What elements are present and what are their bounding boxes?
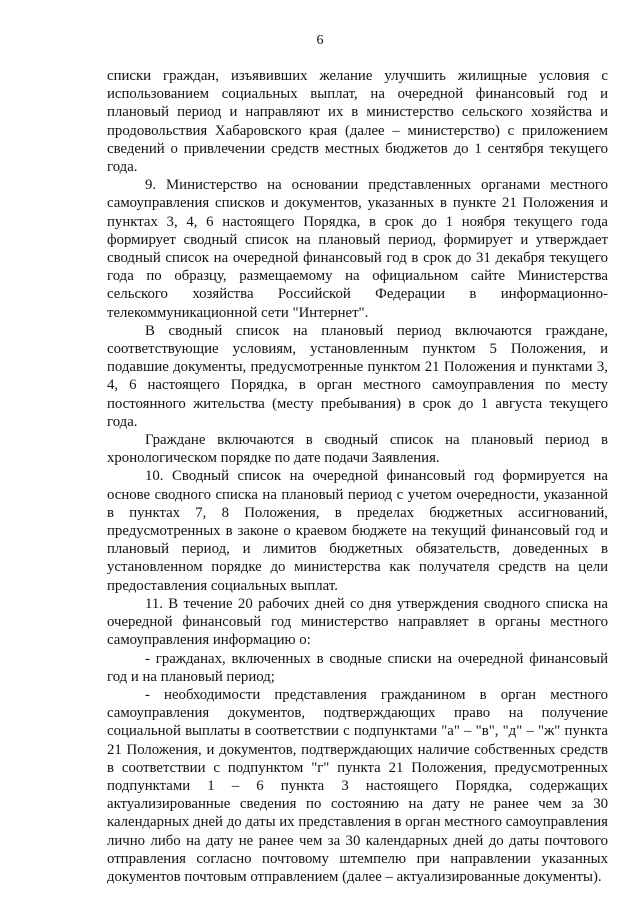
paragraph-continuation: списки граждан, изъявивших желание улучшить жилищные условия с использованием социальных выплат, на очередной финансовый год и плановый период и направляют их в министерство сельского хозяйства и продовольствия Хабаровского края (далее – министерство) с приложением сведений о привлечении средств местных бюджетов до 1 сентября текущего года. bbox=[107, 68, 608, 176]
paragraph-item-10: 10. Сводный список на очередной финансовый год формируется на основе сводного списка на плановый период с учетом очередности, указанной в пунктах 7, 8 Положения, в пределах бюджетных ассигнований, предусмотренных в законе о краевом бюджете на текущий финансовый год и плановый период, и лимитов бюджетных обязательств, доведенных в установленном порядке до министерства как получателя средств на цели предоставления социальных выплат. bbox=[107, 468, 608, 594]
paragraph-item-11: 11. В течение 20 рабочих дней со дня утверждения сводного списка на очередной финансовый год министерство направляет в органы местного самоуправления информацию о: bbox=[107, 595, 608, 649]
list-item-citizens: - гражданах, включенных в сводные списки на очередной финансовый год и на плановый период; bbox=[107, 650, 608, 685]
list-item-documents: - необходимости представления гражданином в орган местного самоуправления документов, подтверждающих право на получение социальной выплаты в соответствии с подпунктами "а" – "в", "д" – "ж" пункта 21 Положения, и документов, подтверждающих наличие собственных средств в соответствии с подпунктом "г" пункта 21 Положения, предусмотренных подпунктами 1 – 6 пункта 3 настоящего Порядка, содержащих актуализированные сведения по состоянию на дату не ранее чем за 30 календарных дней до даты их представления в орган местного самоуправления лично либо на дату не ранее чем за 30 календарных дней до даты почтового отправления согласно почтовому штемпелю при направлении указанных документов почтовым отправлением (далее – актуализированные документы). bbox=[107, 686, 608, 885]
paragraph-chronological-order: Граждане включаются в сводный список на плановый период в хронологическом порядке по дате подачи Заявления. bbox=[107, 432, 608, 467]
page-number: 6 bbox=[316, 33, 324, 48]
paragraph-item-9: 9. Министерство на основании представленных органами местного самоуправления списков и документов, указанных в пункте 21 Положения и пунктах 3, 4, 6 настоящего Порядка, в срок до 1 ноября текущего года формирует сводный список на плановый период, формирует и утверждает сводный список на очередной финансовый год в срок до 31 декабря текущего года по образцу, размещаемому на официальном сайте Министерства сельского хозяйства Российской Федерации в информационно-телекоммуникационной сети "Интернет". bbox=[107, 177, 608, 321]
paragraph-plan-list-inclusion: В сводный список на плановый период включаются граждане, соответствующие условиям, установленным пунктом 5 Положения, и подавшие документы, предусмотренные пунктом 21 Положения и пунктами 3, 4, 6 настоящего Порядка, в орган местного самоуправления по месту постоянного жительства (месту пребывания) в срок до 1 августа текущего года. bbox=[107, 322, 608, 430]
document-body bbox=[107, 67, 608, 886]
